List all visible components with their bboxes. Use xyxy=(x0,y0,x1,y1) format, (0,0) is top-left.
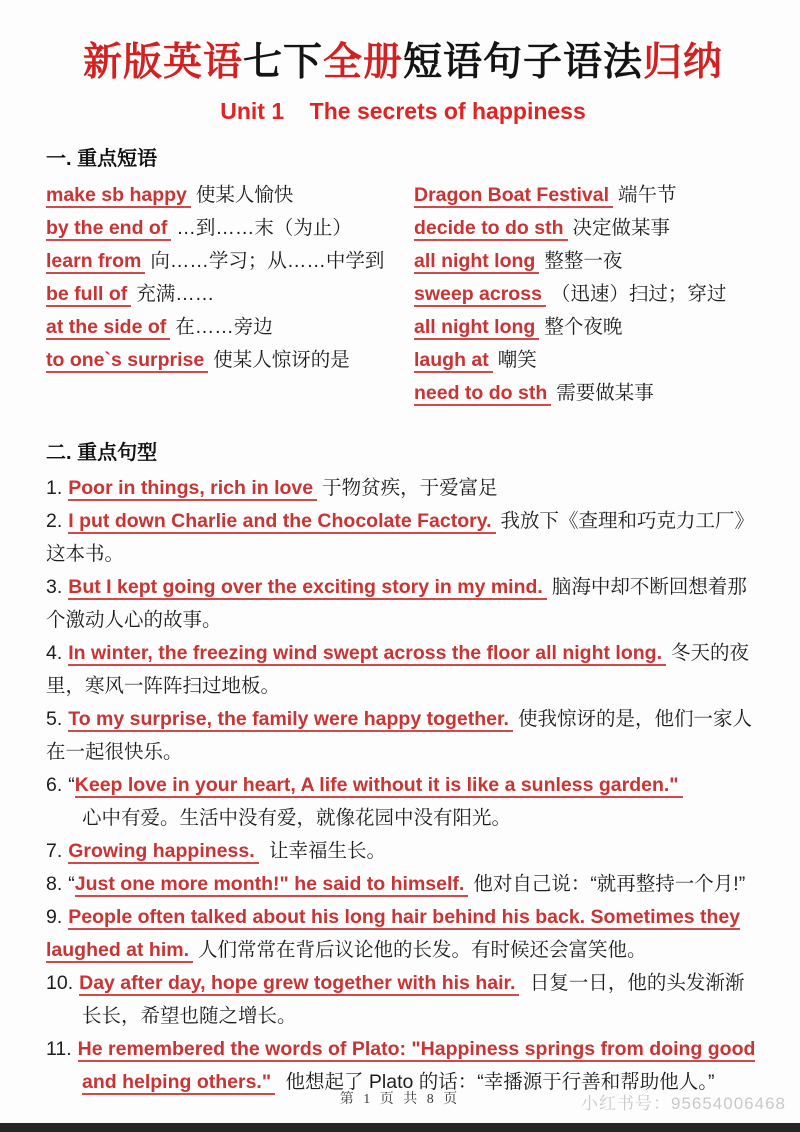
sentence-number: 10. xyxy=(46,971,74,994)
sentence-number: 1. xyxy=(46,476,63,499)
section-heading-sentences: 二. 重点句型 xyxy=(46,441,158,464)
phrase-item xyxy=(414,377,726,410)
phrase-columns xyxy=(46,179,760,410)
phrase-item xyxy=(46,212,414,245)
sentence-item xyxy=(46,769,760,835)
sentence-item xyxy=(46,967,760,1033)
sentence-zh: 于物贫疾，于爱富足 xyxy=(322,476,498,499)
sentence-zh: 让幸福生长。 xyxy=(263,839,387,862)
phrase-zh: 使某人惊讶的是 xyxy=(213,348,350,371)
sentence-list xyxy=(46,472,760,1099)
phrase-en: at the side of xyxy=(46,316,170,340)
page-title xyxy=(46,38,760,89)
phrase-column-left xyxy=(46,179,414,410)
sentence-en: Growing happiness. xyxy=(68,840,258,864)
title-segment: 新版英语 xyxy=(82,41,243,84)
phrase-zh: 整整一夜 xyxy=(544,249,623,272)
sentence-zh: 他想起了 Plato 的话：“幸播源于行善和帮助他人。” xyxy=(280,1070,715,1093)
phrase-en: all night long xyxy=(414,316,539,340)
phrase-zh: 嘲笑 xyxy=(497,348,537,371)
phrase-zh: 端午节 xyxy=(618,183,677,206)
phrase-item xyxy=(46,311,414,344)
sentence-item xyxy=(46,637,760,703)
sentence-en: Just one more month!" he said to himself. xyxy=(75,873,469,897)
phrase-en: sweep across xyxy=(414,283,546,307)
quote-mark: “ xyxy=(68,773,75,796)
phrase-en: decide to do sth xyxy=(414,217,568,241)
sentence-item xyxy=(46,472,760,505)
sentence-item xyxy=(46,901,760,967)
phrase-zh: 使某人愉快 xyxy=(195,183,294,206)
unit-subtitle: Unit 1 The secrets of happiness xyxy=(220,97,586,124)
phrase-item xyxy=(46,344,414,377)
phrase-item xyxy=(414,212,726,245)
sentence-number: 11. xyxy=(46,1037,72,1060)
sentence-en: To my surprise, the family were happy together. xyxy=(68,708,513,732)
sentence-number: 9. xyxy=(46,905,63,928)
page-indicator: 第 1 页 共 8 页 xyxy=(339,1092,461,1107)
phrase-zh: 充满…… xyxy=(136,282,215,305)
phrase-item xyxy=(414,245,726,278)
sentence-en: In winter, the freezing wind swept across the floor all night long. xyxy=(68,642,666,666)
phrase-item xyxy=(414,311,726,344)
sentence-zh: 人们常常在背后议论他的长发。有时候还会富笑他。 xyxy=(198,938,647,961)
sentence-number: 4. xyxy=(46,641,63,664)
sentence-item xyxy=(46,703,760,769)
sentence-en: Keep love in your heart, A life without it is like a sunless garden." xyxy=(75,774,683,798)
sentence-en: People often talked about his long hair behind his back. Sometimes they laughed at him. xyxy=(46,905,741,961)
sentence-number: 8. xyxy=(46,872,63,895)
phrase-en: need to do sth xyxy=(414,382,551,406)
quote-mark: “ xyxy=(68,872,75,895)
phrase-zh: 决定做某事 xyxy=(572,216,671,239)
phrase-en: to one`s surprise xyxy=(46,349,208,373)
phrase-item xyxy=(46,245,414,278)
sentence-number: 6. xyxy=(46,773,63,796)
sentence-number: 7. xyxy=(46,839,63,862)
sentence-zh: 日复一日，他的头发渐渐长长，希望也随之增长。 xyxy=(82,971,745,1027)
sentence-item xyxy=(46,835,760,868)
sentence-en: Day after day, hope grew together with his hair. xyxy=(79,972,519,996)
phrase-zh: （迅速）扫过；穿过 xyxy=(550,282,727,305)
sentence-item xyxy=(46,868,760,901)
sentence-zh: 使我惊讶的是，他们一家人在一起很快乐。 xyxy=(46,707,752,763)
watermark: 小红书号：95654006468 xyxy=(580,1094,786,1113)
phrase-zh: …到……末（为止） xyxy=(176,216,352,239)
phrase-en: make sb happy xyxy=(46,184,191,208)
phrase-column-right xyxy=(414,179,726,410)
phrase-item xyxy=(414,179,726,212)
sentence-number: 2. xyxy=(46,509,63,532)
phrase-zh: 需要做某事 xyxy=(556,381,654,404)
photo-bottom-edge xyxy=(0,1123,800,1132)
sentence-en: Poor in things, rich in love xyxy=(68,477,317,501)
phrase-item xyxy=(414,344,726,377)
phrase-en: learn from xyxy=(46,250,145,274)
sentence-zh: 心中有爱。生活中没有爱，就像花园中没有阳光。 xyxy=(82,806,512,829)
sentence-zh: 我放下《查理和巧克力工厂》这本书。 xyxy=(46,509,755,565)
phrase-zh: 整个夜晚 xyxy=(544,315,623,338)
sentence-zh: 他对自己说：“就再整持一个月!” xyxy=(473,872,746,895)
sentence-en: But I kept going over the exciting story in my mind. xyxy=(68,576,547,600)
phrase-zh: 在……旁边 xyxy=(175,315,273,338)
phrase-item xyxy=(414,278,726,311)
title-segment: 全册 xyxy=(322,41,403,84)
phrase-item xyxy=(46,278,414,311)
phrase-en: all night long xyxy=(414,250,539,274)
phrase-item xyxy=(46,179,414,212)
title-segment: 归纳 xyxy=(643,41,724,84)
title-segment: 短语句子语法 xyxy=(403,41,644,84)
phrase-zh: 向……学习；从……中学到 xyxy=(150,249,385,272)
phrase-en: by the end of xyxy=(46,217,171,241)
sentence-item xyxy=(46,505,760,571)
phrase-en: be full of xyxy=(46,283,131,307)
phrase-en: laugh at xyxy=(414,349,493,373)
sentence-en: He remembered the words of Plato: "Happiness springs from doing good and helping others." xyxy=(77,1037,756,1093)
sentence-item xyxy=(46,571,760,637)
sentence-number: 5. xyxy=(46,707,63,730)
phrase-en: Dragon Boat Festival xyxy=(414,184,613,208)
sentence-number: 3. xyxy=(46,575,63,598)
sentence-en: I put down Charlie and the Chocolate Factory. xyxy=(68,510,495,534)
section-heading-phrases: 一. 重点短语 xyxy=(46,147,158,170)
sentence-zh: 脑海中却不断回想着那个激动人心的故事。 xyxy=(46,575,747,631)
sentence-zh: 冬天的夜里，寒风一阵阵扫过地板。 xyxy=(46,641,750,697)
title-segment: 七下 xyxy=(242,41,323,84)
